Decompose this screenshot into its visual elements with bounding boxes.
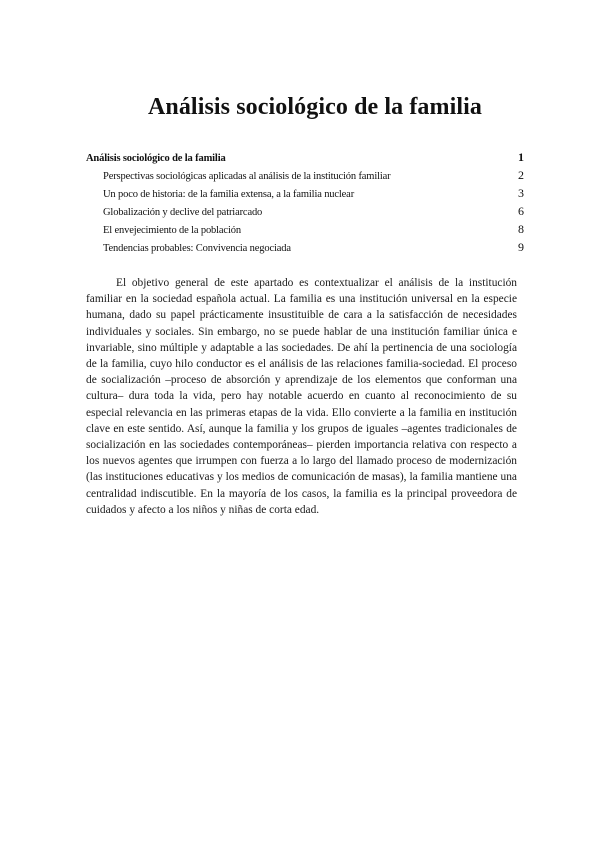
- toc-entry-page: 6: [518, 204, 524, 218]
- toc-entry[interactable]: [86, 203, 524, 221]
- toc-entry[interactable]: [86, 149, 524, 167]
- toc-entry-label: El envejecimiento de la población: [103, 225, 241, 236]
- toc-entry[interactable]: [86, 239, 524, 257]
- toc-entry-page: 9: [518, 240, 524, 254]
- toc-entry-label: Análisis sociológico de la familia: [86, 153, 226, 164]
- toc-entry-page: 3: [518, 186, 524, 200]
- document-title: Análisis sociológico de la familia: [147, 94, 483, 120]
- toc-entry-page: 8: [518, 222, 524, 236]
- toc-entry-label: Tendencias probables: Convivencia negociada: [103, 243, 291, 254]
- body-paragraph: El objetivo general de este apartado es contextualizar el análisis de la institución familiar en la sociedad española actual. La familia es una institución universal en la especie humana, dado su papel prácticamente insustituible de cara a la satisfacción de necesidades individuales y sociales. Sin embargo, no se puede hablar de una institución familiar única e invariable, sino múltiple y adaptable a las sociedades. De ahí la pertinencia de una sociología de la familia, cuyo hilo conductor es el análisis de las relaciones familia-sociedad. El proceso de socialización –proceso de absorción y aprendizaje de los elementos que conforman una cultura– dura toda la vida, pero hay notable acuerdo en cuanto al reconocimiento de su especial relevancia en las primeras etapas de la vida. Ello convierte a la familia en institución clave en este sentido. Así, aunque la familia y los grupos de iguales –agentes tradicionales de socialización en las sociedades contemporáneas– pierden importancia relativa con respecto a los nuevos agentes que irrumpen con fuerza a lo largo del llamado proceso de modernización (las instituciones educativas y los medios de comunicación de masas), la familia mantiene una centralidad indiscutible. En la mayoría de los casos, la familia es la principal proveedora de cuidados y afecto a los niños y niñas de corta edad.: [86, 277, 517, 516]
- toc-entry[interactable]: [86, 167, 524, 185]
- toc-entry-page: 2: [518, 168, 524, 182]
- toc-entry-label: Un poco de historia: de la familia extensa, a la familia nuclear: [103, 189, 355, 200]
- toc-entry-page: 1: [518, 150, 524, 164]
- toc-entry[interactable]: [86, 221, 524, 239]
- toc-entry-label: Globalización y declive del patriarcado: [103, 207, 263, 218]
- toc-entry[interactable]: [86, 185, 524, 203]
- table-of-contents: [86, 149, 524, 257]
- toc-entry-label: Perspectivas sociológicas aplicadas al análisis de la institución familiar: [103, 171, 391, 182]
